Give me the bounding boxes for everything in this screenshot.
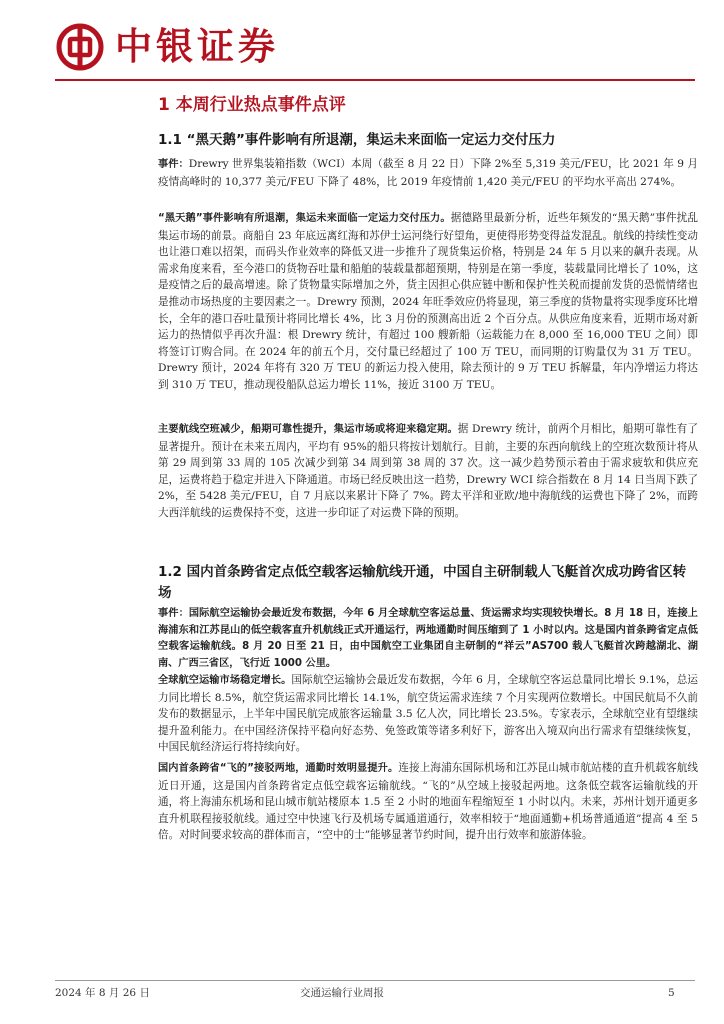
footer-date: 2024 年 8 月 26 日 xyxy=(55,987,150,999)
footer-page-number: 5 xyxy=(668,987,675,999)
header-rule xyxy=(55,79,695,81)
page-header xyxy=(55,22,695,86)
s11-p3-lead: 主要航线空班减少，船期可靠性提升，集运市场或将迎来稳定期。 xyxy=(158,424,458,435)
s12-paragraph-2 xyxy=(158,672,698,756)
s11-event-label: 事件： xyxy=(158,159,189,170)
section-title: 1 本周行业热点事件点评 xyxy=(158,95,346,115)
s11-paragraph-3 xyxy=(158,421,698,522)
s12-p2-lead: 全球航空运输市场稳定增长。 xyxy=(158,675,292,686)
section-gap xyxy=(158,548,698,549)
subsection-title-1-2: 1.2 国内首条跨省定点低空载客运输航线开通，中国自主研制载人飞艇首次成功跨省区转场 xyxy=(158,564,687,601)
s11-paragraph-2 xyxy=(158,210,698,394)
s12-p3-lead: 国内首条跨省“飞的”接驳两地，通勤时效明显提升。 xyxy=(158,763,399,774)
s11-event-text: Drewry 世界集装箱指数（WCI）本周（截至 8 月 22 日）下降 2%至 5,319 美元/FEU，比 2021 年 9 月疫情高峰时的 10,377 美元/FEU 下降了 48%，比 2019 年疫情前 1,420 美元/FEU 的平均水平高出 274%。 xyxy=(158,158,699,188)
bank-of-china-logo-icon xyxy=(55,22,105,72)
s11-event-paragraph xyxy=(158,156,698,190)
s11-p3-text: 据 Drewry 统计，前两个月相比，船期可靠性有了显著提升。预计在未来五周内，平均有 95%的船只将按计划航行。目前，主要的东西向航线上的空班次数预计将从第 29 周到第 33 周的 105 次减少到第 34 周到第 38 周的 37 次。这一减少趋势预示着由于需求疲软和供应充足，运费将趋于稳定并进入下降通道。市场已经反映出这一趋势，Drewry WCI 综合指数在 8 月 14 日当周下跌了 2%，至 5428 美元/FEU，自 7 月底以来累计下降了 7%。跨太平洋和亚欧/地中海航线的运费也下降了 2%，而跨大西洋航线的运费保持不变，这进一步印证了对运费下降的预期。 xyxy=(158,423,698,519)
s12-p2-text: 国际航空运输协会最近发布数据，今年 6 月，全球航空客运总量同比增长 9.1%，总运力同比增长 8.5%，航空货运需求同比增长 14.1%，航空货运需求连续 7 个月实现两位数增长。中国民航局不久前发布的数据显示，上半年中国民航完成旅客运输量 3.5 亿人次，同比增长 23.5%。专家表示，全球航空业有望继续提升盈利能力。在中国经济保持平稳向好态势、免签政策等诸多利好下，游客出入境双向出行需求有望继续恢复，中国民航经济运行将持续向好。 xyxy=(158,674,698,754)
s12-p3-text: 连接上海浦东国际机场和江苏昆山城市航站楼的直升机载客航线近日开通，这是国内首条跨省定点低空载客运输航线。“飞的”从空域上接驳起两地。这条低空载客运输航线的开通，将上海浦东机场和昆山城市航站楼原本 1.5 至 2 小时的地面车程缩短至 1 小时以内。未来，苏州计划开通更多直升机联程接驳航线。通过空中快速飞行及机场专属通道通行，效率相较于“地面通勤+机场普通通道”提高 4 至 5 倍。对时间要求较高的群体而言，“空中的士”能够显著节约时间，提升出行效率和旅游体验。 xyxy=(158,762,699,842)
footer-report-name: 交通运输行业周报 xyxy=(300,987,384,999)
s12-event-paragraph: 事件：国际航空运输协会最近发布数据，今年 6 月全球航空客运总量、货运需求均实现较快增长。8 月 18 日，连接上海浦东和江苏昆山的低空载客直升机航线正式开通运行，两地通勤时间压缩到了 1 小时以内。这是国内首条跨省定点低空载客运输航线。8 月 20 日至 21 日，由中国航空工业集团自主研制的“祥云”AS700 载人飞艇首次跨越湖北、湖南、广西三省区，飞行近 1000 公里。 xyxy=(158,608,698,669)
subsection-title-1-1: 1.1 “黑天鹅”事件影响有所退潮，集运未来面临一定运力交付压力 xyxy=(158,132,556,148)
s12-paragraph-3 xyxy=(158,760,698,844)
s11-p2-lead: “黑天鹅”事件影响有所退潮，集运未来面临一定运力交付压力。 xyxy=(158,213,451,224)
s11-p2-text: 据德路里最新分析，近些年频发的“黑天鹅”事件扰乱集运市场的前景。商船自 23 年底远离红海和苏伊士运河绕行好望角，更使得形势变得益发混乱。航线的持续性变动也让港口难以招架，而码头作业效率的降低又进一步推升了现货集运价格，特别是 24 年 5 月以来的飙升表现。从需求角度来看，至今港口的货物吞吐量和船舶的装载量都超预期，特别是在第一季度，装载量同比增长了 10%，这是疫情之后的最高增速。除了货物量实际增加之外，货主因担心供应链中断和保护性关税而提前发货的恐慌情绪也是推动市场热度的主要因素之一。Drewry 预测，2024 年旺季效应仍将显现，第三季度的货物量将实现季度环比增长，全年的港口吞吐量预计将同比增长 4%，比 3 月份的预测高出近 2 个百分点。从供应角度来看，近期市场对新运力的热情似乎再次升温：根 Drewry 统计，有超过 100 艘新船（运载能力在 8,000 至 16,000 TEU 之间）即将签订订购合同。在 2024 年的前五个月，交付量已经超过了 100 万 TEU，而同期的订购量仅为 31 万 TEU。Drewry 预计，2024 年将有 320 万 TEU 的新运力投入使用，除去预计的 9 万 TEU 拆解量，年内净增运力将达到 310 万 TEU，推动现役船队总运力增长 11%，接近 3100 万 TEU。 xyxy=(158,212,698,391)
brand-name: 中银证券 xyxy=(115,25,279,68)
footer-rule xyxy=(55,980,695,981)
